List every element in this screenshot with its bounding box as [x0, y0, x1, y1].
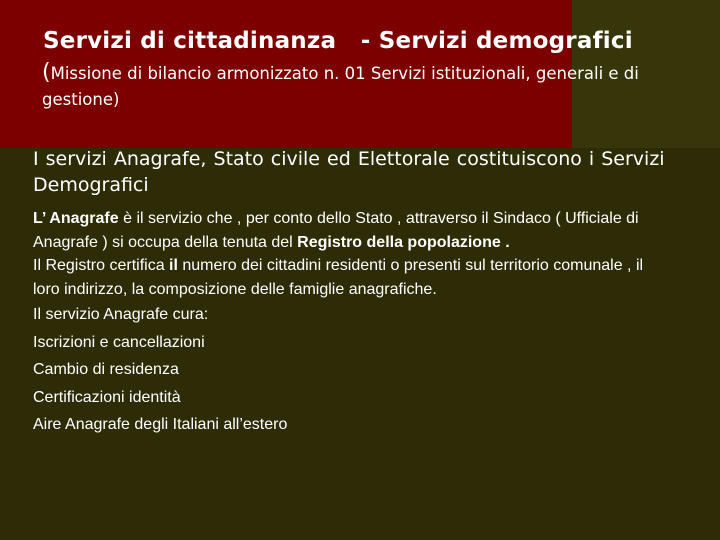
slide-subtitle	[42, 60, 702, 113]
paragraph-registro-bold: il	[169, 257, 178, 274]
paragraph-anagrafe-bold-end: Registro della popolazione .	[297, 233, 510, 251]
paragraph-registro-text1: Il Registro certifica	[33, 257, 170, 274]
paragraph-anagrafe-text: è il servizio che , per conto dello Stato , attraverso il Sindaco ( Ufficiale di Anagrafe ) si occupa della tenuta del	[33, 210, 639, 251]
list-item: Iscrizioni e cancellazioni	[33, 333, 205, 351]
list-item: Certificazioni identità	[33, 388, 181, 406]
list-item: Aire Anagrafe degli Italiani all’estero	[33, 416, 288, 433]
paragraph-anagrafe	[33, 207, 673, 254]
subtitle-open-paren: (	[42, 60, 51, 85]
title-part2: Servizi demografici	[378, 28, 633, 54]
list-item: Cambio di residenza	[33, 361, 179, 378]
list-intro: Il servizio Anagrafe cura:	[33, 306, 209, 323]
section-heading: I servizi Anagrafe, Stato civile ed Elettorale costituiscono i Servizi Demografici	[33, 148, 665, 196]
paragraph-registro	[33, 254, 673, 301]
subtitle-text: Missione di bilancio armonizzato n. 01 Servizi istituzionali, generali e di gestione)	[42, 64, 639, 109]
title-part1: Servizi di cittadinanza	[43, 28, 337, 54]
slide-title	[43, 28, 633, 54]
body-text	[33, 207, 673, 439]
paragraph-anagrafe-bold-start: L’ Anagrafe	[33, 210, 119, 227]
paragraph-registro-text2: numero dei cittadini residenti o presenti sul territorio comunale , il loro indirizzo, la composizione delle famiglie anagrafiche.	[33, 257, 644, 298]
title-separator: -	[336, 28, 379, 54]
